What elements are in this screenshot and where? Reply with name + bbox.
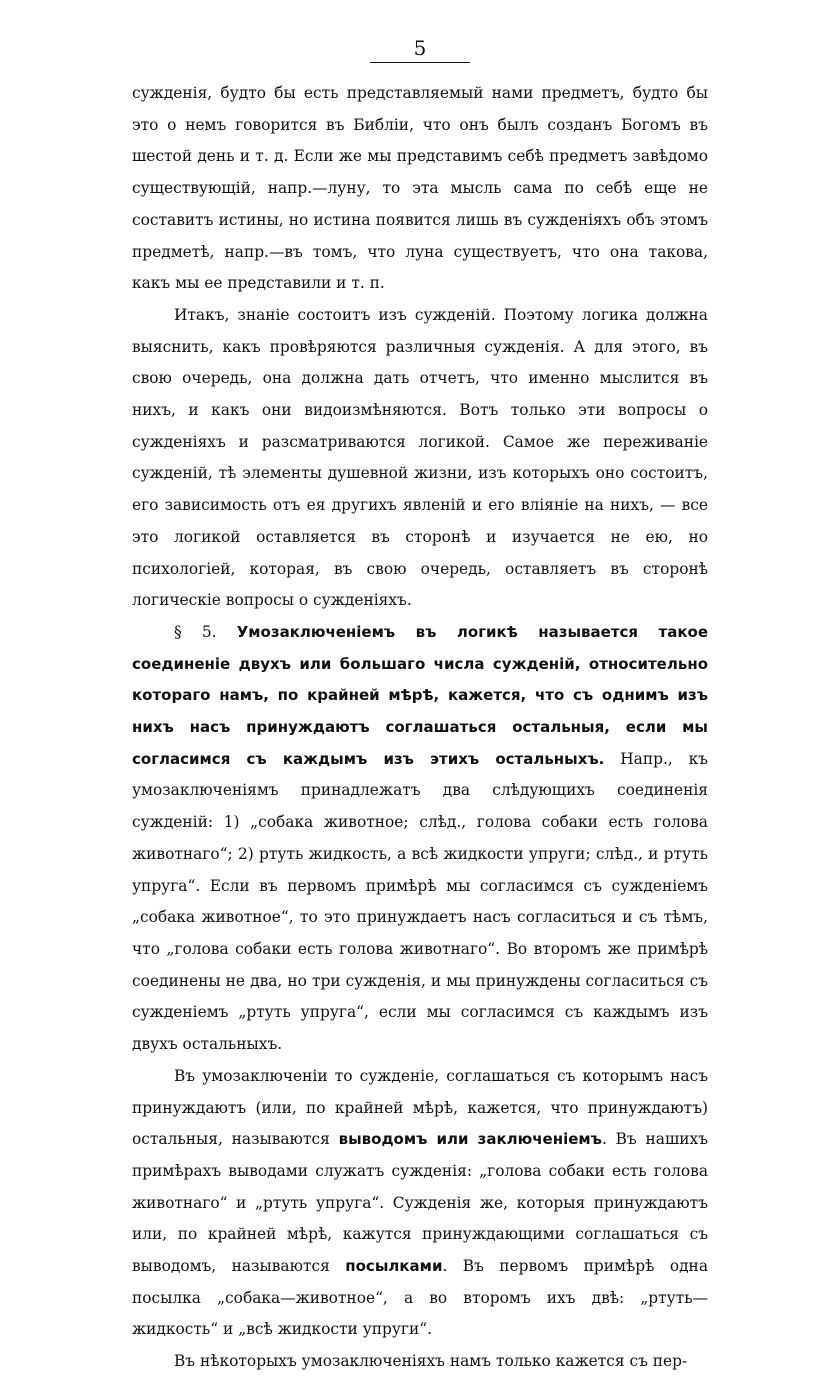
paragraph-2 bbox=[132, 300, 708, 617]
paragraph-5 bbox=[132, 1346, 708, 1378]
paragraph-4 bbox=[132, 1061, 708, 1346]
definition-bold: Умозаключеніемъ въ логикѣ называется такое соединеніе двухъ или большаго числа сужденій, относительно котораго намъ, по крайней мѣрѣ, кажется, что съ однимъ изъ нихъ насъ принуждаютъ соглашаться остальныя, если мы согласимся съ каждымъ изъ этихъ остальныхъ. bbox=[132, 622, 709, 768]
paragraph-4-text-c: . Въ первомъ примѣрѣ одна посылка „собака—животное“, а во второмъ ихъ двѣ: „ртуть—жидкость“ и „всѣ жидкости упруги“. bbox=[132, 1257, 708, 1339]
paragraph-2-text: Итакъ, знаніе состоитъ изъ сужденій. Поэтому логика должна выяснить, какъ провѣряются различныя сужденія. А для этого, въ свою очередь, она должна дать отчетъ, что именно мыслится въ нихъ, и какъ они видоизмѣняются. Вотъ только эти вопросы о сужденіяхъ и разсматриваются логикой. Самое же переживаніе сужденій, тѣ элементы душевной жизни, изъ которыхъ оно состоитъ, его зависимость отъ ея другихъ явленій и его вліяніе на нихъ, — все это логикой оставляется въ сторонѣ и изучается не ею, но психологіей, которая, въ свою очередь, оставляетъ въ сторонѣ логическіе вопросы о сужденіяхъ. bbox=[132, 305, 708, 610]
paragraph-4-text-b: . Въ нашихъ примѣрахъ выводами служатъ сужденія: „голова собаки есть голова животнаго“ и „ртуть упруга“. Сужденія же, которыя принуждаютъ или, по крайней мѣрѣ, кажутся принуждающими соглашаться съ выводомъ, называются bbox=[132, 1130, 708, 1276]
paragraph-3-text: Напр., къ умозаключеніямъ принадлежатъ два слѣдующихъ соединенія сужденій: 1) „собака животное; слѣд., голова собаки есть голова животнаго“; 2) ртуть жидкость, а всѣ жидкости упруги; слѣд., и ртуть упруга“. Если въ первомъ примѣрѣ мы согласимся съ сужденіемъ „собака животное“, то это принуждаетъ насъ согласиться и съ тѣмъ, что „голова собаки есть голова животнаго“. Во второмъ же примѣрѣ соединены не два, но три сужденія, и мы принуждены согласиться съ сужденіемъ „ртуть упруга“, если мы согласимся съ каждымъ изъ двухъ остальныхъ. bbox=[132, 749, 708, 1054]
paragraph-1-text: сужденія, будто бы есть представляемый нами предметъ, будто бы это о немъ говорится въ Библіи, что онъ былъ созданъ Богомъ въ шестой день и т. д. Если же мы представимъ себѣ предметъ завѣдомо существующій, напр.—луну, то эта мысль сама по себѣ еще не составитъ истины, но истина появится лишь въ сужденіяхъ объ этомъ предметѣ, напр.—въ томъ, что луна существуетъ, что она такова, какъ мы ее представили и т. п. bbox=[132, 84, 708, 293]
body-text bbox=[132, 78, 708, 1378]
header-rule bbox=[370, 62, 470, 63]
paragraph-5-text: Въ нѣкоторыхъ умозаключеніяхъ намъ только кажется съ пер- bbox=[174, 1352, 688, 1371]
section-number: § 5. bbox=[174, 622, 237, 641]
paragraph-4-text-a: Въ умозаключеніи то сужденіе, соглашаться съ которымъ насъ принуждаютъ (или, по крайней мѣрѣ, кажется, что принуждаютъ) остальныя, называются bbox=[132, 1066, 708, 1149]
page-number: 5 bbox=[413, 36, 427, 60]
paragraph-3-section-5 bbox=[132, 617, 708, 1061]
paragraph-1 bbox=[132, 78, 708, 300]
term-premises: посылками bbox=[345, 1257, 443, 1276]
term-conclusion: выводомъ или заключеніемъ bbox=[338, 1130, 602, 1149]
